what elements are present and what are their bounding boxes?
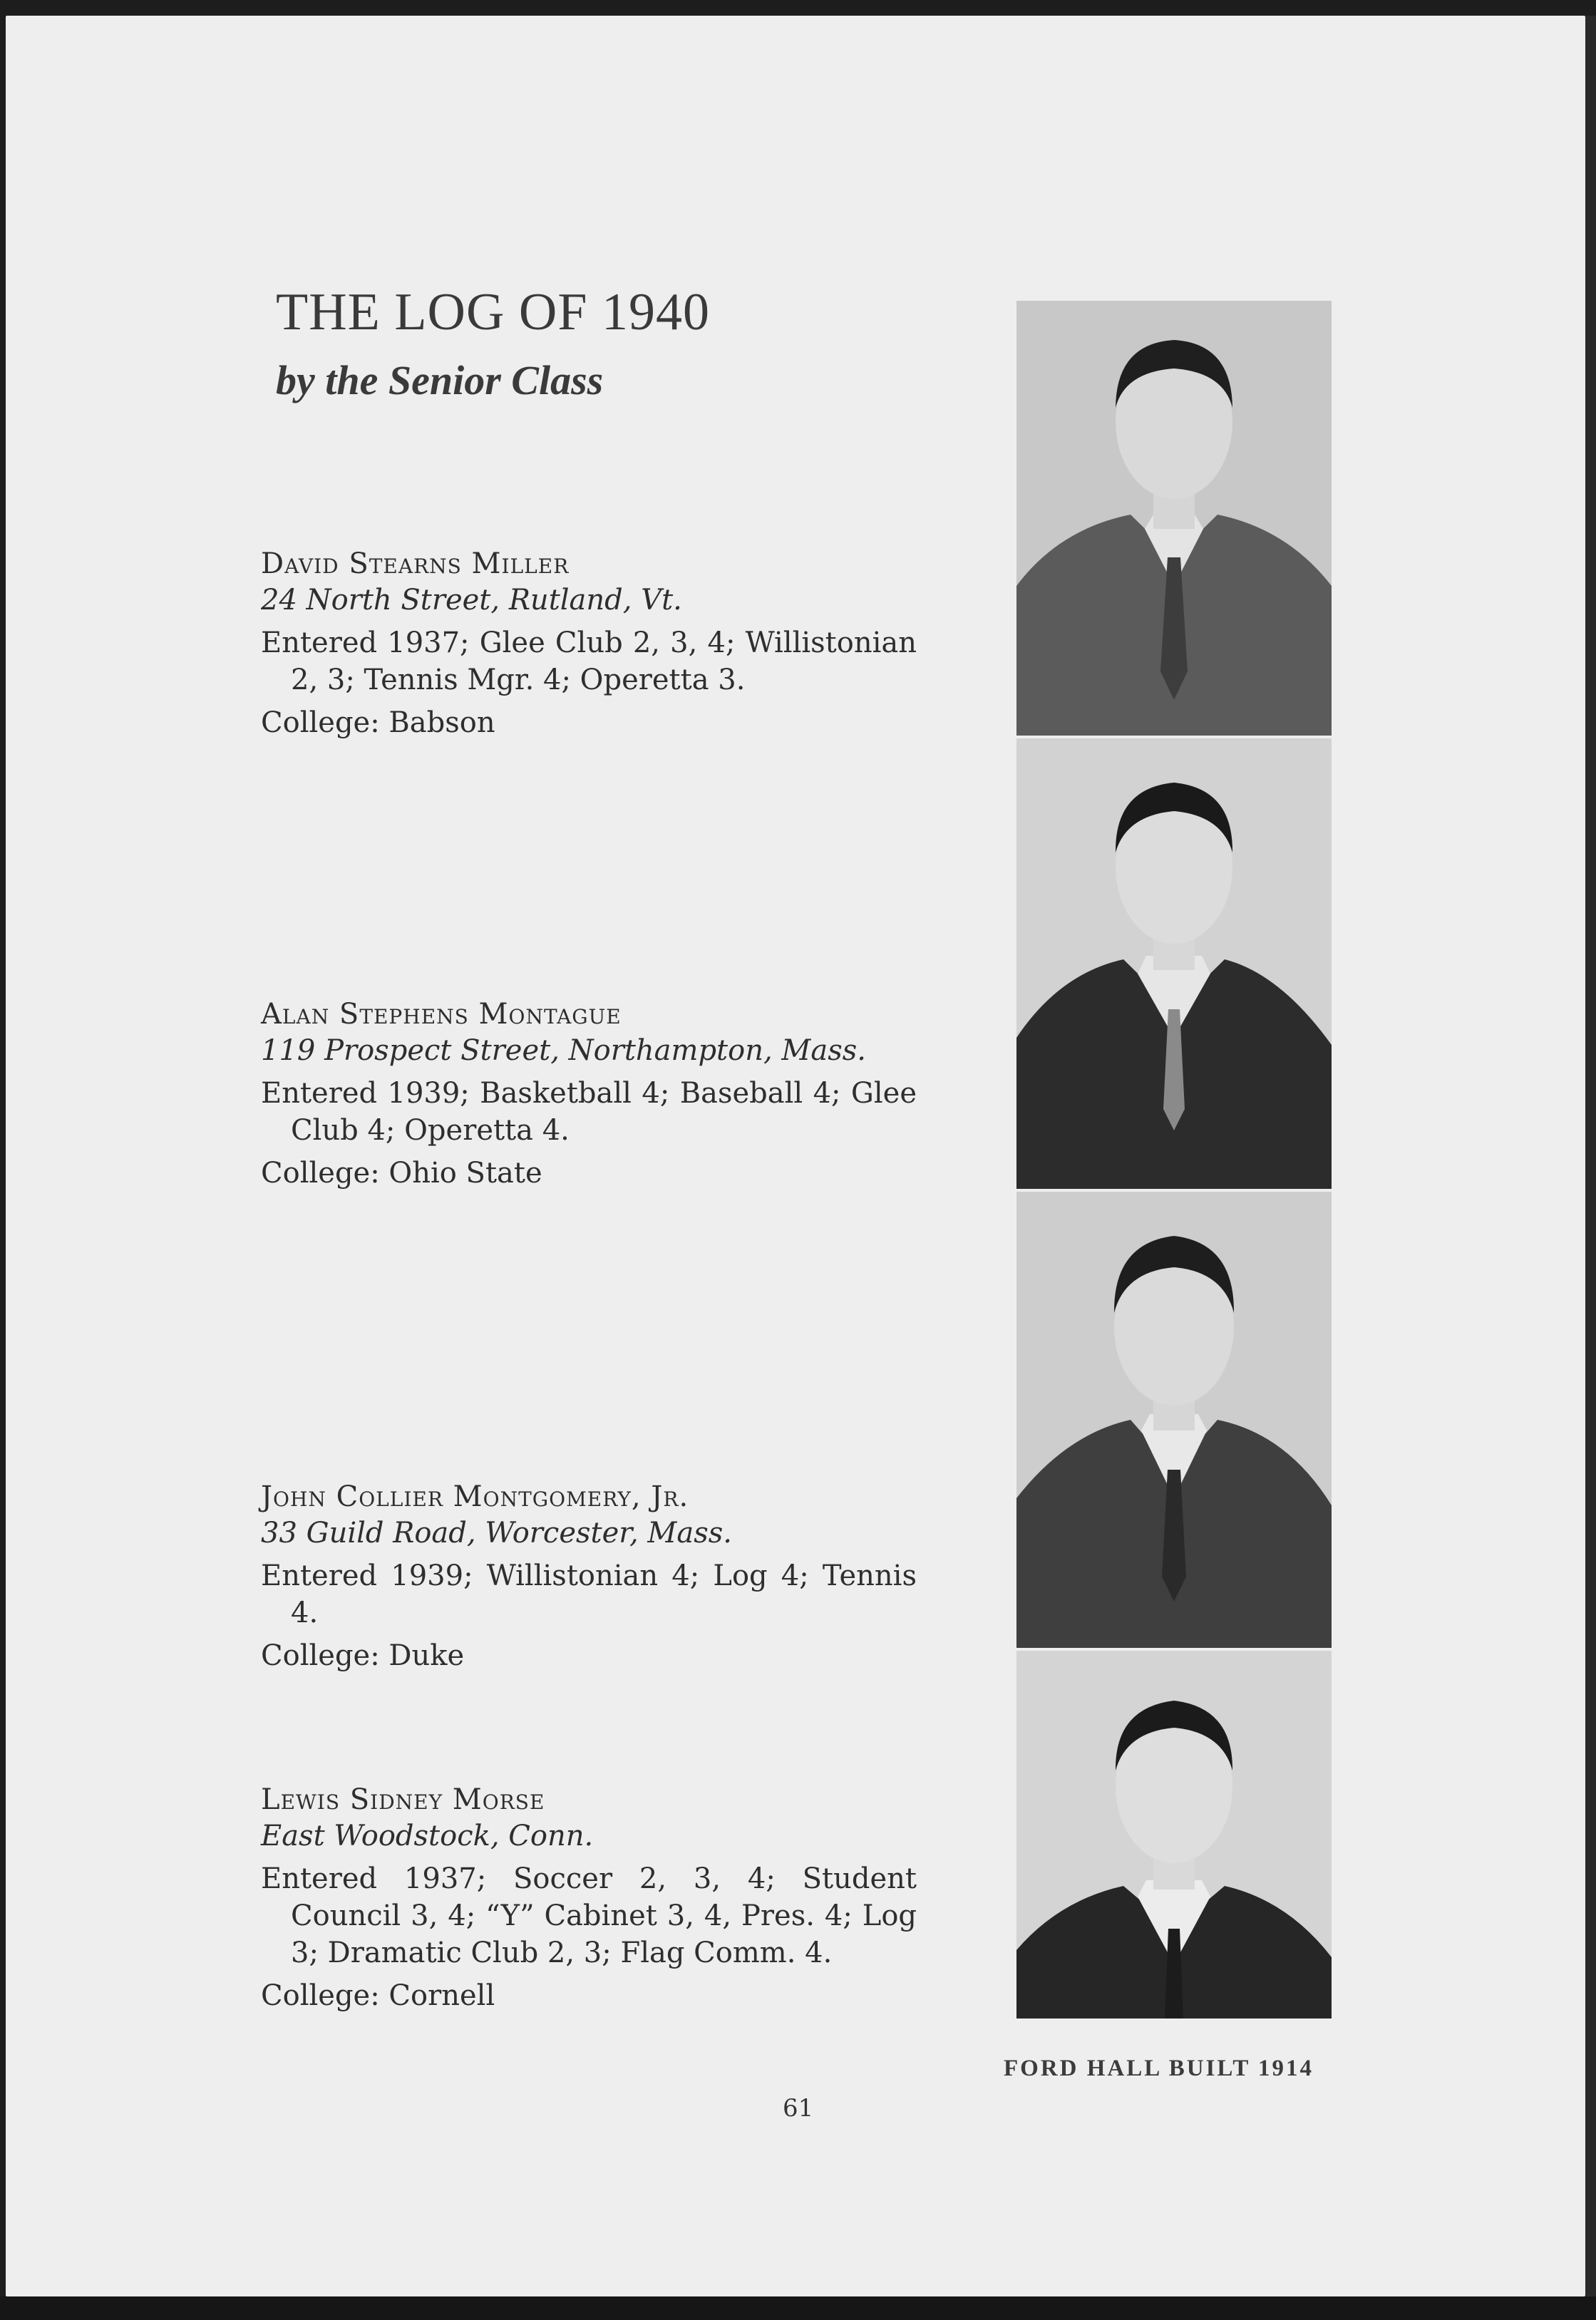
- student-activities: Entered 1939; Willistonian 4; Log 4; Tennis 4.: [261, 1559, 917, 1629]
- student-activities: Entered 1939; Basketball 4; Baseball 4; Glee Club 4; Operetta 4.: [261, 1077, 917, 1147]
- photo-caption: FORD HALL BUILT 1914: [1004, 2056, 1314, 2081]
- student-name: David Stearns Miller: [261, 547, 570, 580]
- student-address: 24 North Street, Rutland, Vt.: [261, 584, 682, 617]
- scan-edge-bottom: [0, 2296, 1596, 2320]
- senior-entry: [261, 996, 917, 1192]
- page-subtitle: by the Senior Class: [276, 357, 604, 403]
- student-college: College: Babson: [261, 706, 495, 739]
- senior-entry: [261, 546, 917, 741]
- portrait-photo: [1016, 301, 1332, 736]
- student-name: Lewis Sidney Morse: [261, 1783, 545, 1816]
- page-title: THE LOG OF 1940: [276, 283, 711, 341]
- student-college: College: Cornell: [261, 1979, 495, 2012]
- scan-edge-right: [1585, 16, 1596, 2296]
- student-college: College: Duke: [261, 1639, 465, 1672]
- student-address: East Woodstock, Conn.: [261, 1820, 594, 1852]
- portrait-photo: [1016, 738, 1332, 1189]
- student-address: 33 Guild Road, Worcester, Mass.: [261, 1517, 732, 1550]
- senior-entry: [261, 1479, 917, 1674]
- student-activities: Entered 1937; Soccer 2, 3, 4; Student Council 3, 4; “Y” Cabinet 3, 4, Pres. 4; Log 3; Dramatic Club 2, 3; Flag Comm. 4.: [261, 1862, 917, 1969]
- portrait-photo: [1016, 1192, 1332, 1648]
- senior-entry: [261, 1782, 917, 2014]
- student-college: College: Ohio State: [261, 1157, 542, 1190]
- student-activities: Entered 1937; Glee Club 2, 3, 4; Willistonian 2, 3; Tennis Mgr. 4; Operetta 3.: [261, 627, 917, 696]
- portrait-photo: [1016, 1651, 1332, 2019]
- page-number: 61: [783, 2094, 814, 2123]
- student-name: John Collier Montgomery, Jr.: [261, 1480, 689, 1513]
- student-name: Alan Stephens Montague: [261, 998, 622, 1031]
- student-address: 119 Prospect Street, Northampton, Mass.: [261, 1034, 866, 1067]
